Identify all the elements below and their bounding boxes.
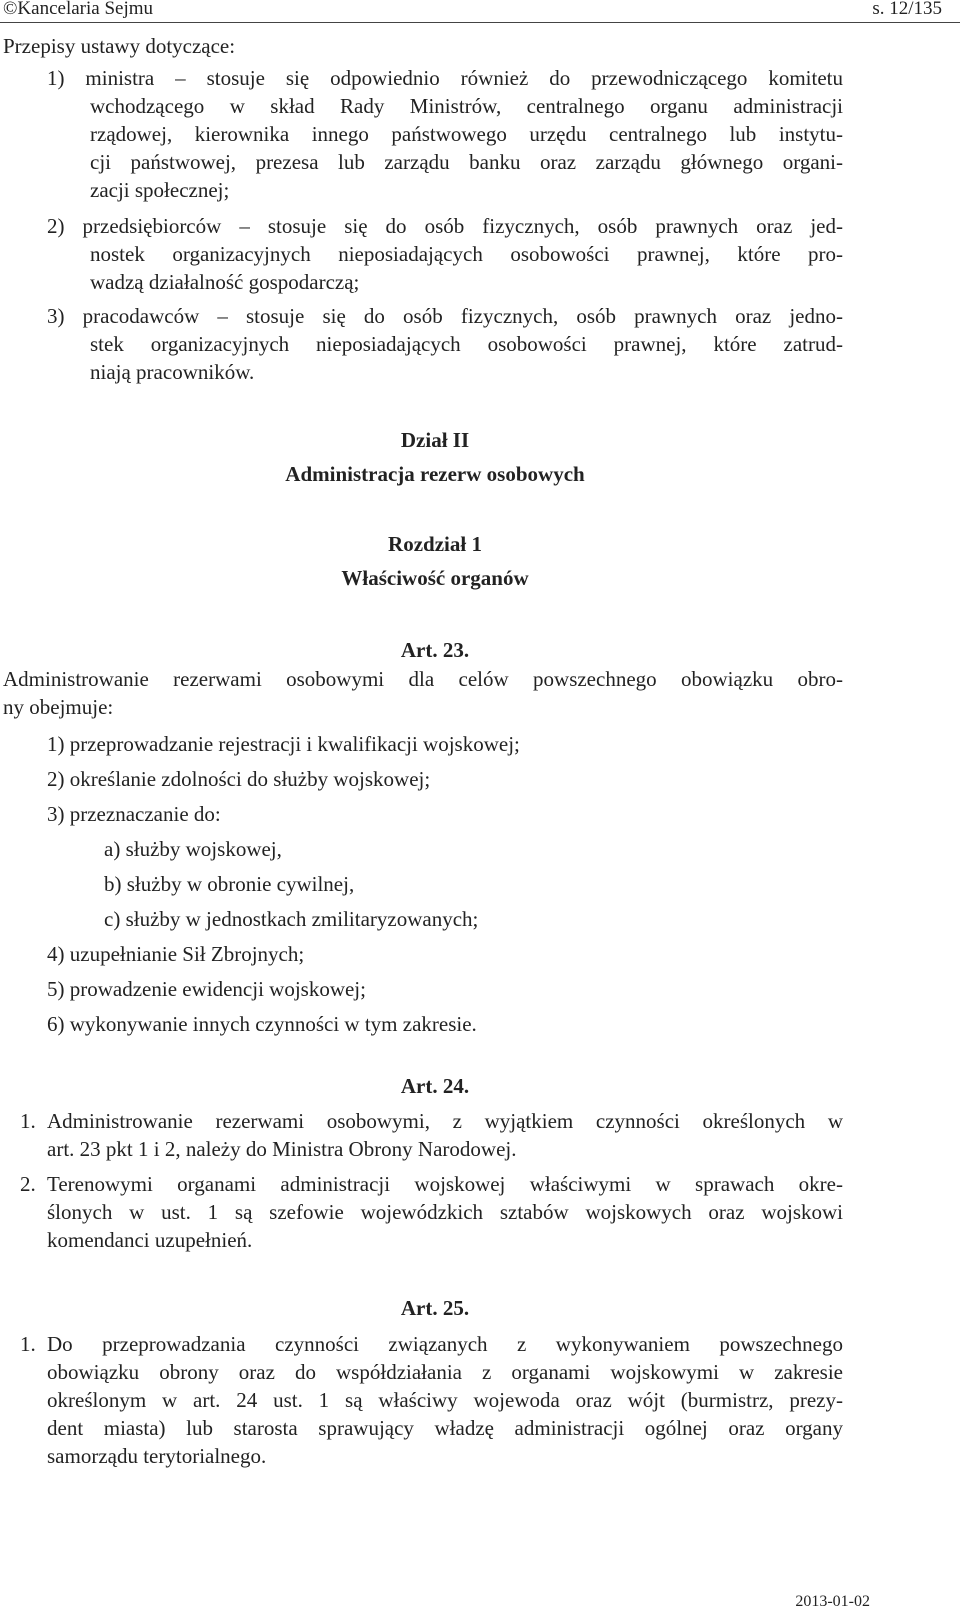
art23-subitem: c) służby w jednostkach zmilitaryzowanych; [104, 907, 479, 931]
art23-item: 3) przeznaczanie do: [47, 802, 221, 826]
chapter-title: Właściwość organów [341, 566, 529, 590]
article-heading: Art. 24. [400, 1074, 470, 1098]
list-line: stek organizacyjnych nieposiadających osobowości prawnej, które zatrud- [90, 332, 843, 356]
list-line: nostek organizacyjnych nieposiadających osobowości prawnej, które pro- [90, 242, 843, 266]
list-line: 2) przedsiębiorców – stosuje się do osób fizycznych, osób prawnych oraz jed- [47, 214, 843, 238]
paragraph-line: Do przeprowadzania czynności związanych z wykonywaniem powszechnego [47, 1332, 843, 1356]
division-title: Administracja rezerw osobowych [285, 462, 585, 486]
header-divider [0, 22, 960, 23]
paragraph-line: komendanci uzupełnień. [47, 1228, 253, 1252]
paragraph-line: samorządu terytorialnego. [47, 1444, 267, 1468]
division-number: Dział II [400, 428, 470, 452]
list-line: zacji społecznej; [90, 178, 230, 202]
article-heading: Art. 23. [400, 638, 470, 662]
art23-subitem: a) służby wojskowej, [104, 837, 282, 861]
list-line: cji państwowej, prezesa lub zarządu banku oraz zarządu głównego organi- [90, 150, 843, 174]
header-page-number: s. 12/135 [872, 0, 942, 19]
art23-item: 5) prowadzenie ewidencji wojskowej; [47, 977, 366, 1001]
paragraph-line: art. 23 pkt 1 i 2, należy do Ministra Obrony Narodowej. [47, 1137, 517, 1161]
art23-text-line: ny obejmuje: [3, 695, 114, 719]
paragraph-number: 1. [20, 1332, 36, 1356]
art23-subitem: b) służby w obronie cywilnej, [104, 872, 355, 896]
art23-item: 4) uzupełnianie Sił Zbrojnych; [47, 942, 305, 966]
paragraph-number: 2. [20, 1172, 36, 1196]
list-line: 1) ministra – stosuje się odpowiednio również do przewodniczącego komitetu [47, 66, 843, 90]
art23-text-line: Administrowanie rezerwami osobowymi dla celów powszechnego obowiązku obro- [3, 667, 843, 691]
paragraph-line: obowiązku obrony oraz do współdziałania z organami wojskowymi w zakresie [47, 1360, 843, 1384]
header-copyright: ©Kancelaria Sejmu [3, 0, 154, 19]
paragraph-line: dent miasta) lub starosta sprawujący władzę administracji ogólnej oraz organy [47, 1416, 843, 1440]
list-line: 3) pracodawców – stosuje się do osób fizycznych, osób prawnych oraz jedno- [47, 304, 843, 328]
art23-item: 2) określanie zdolności do służby wojskowej; [47, 767, 431, 791]
list-line: wchodzącego w skład Rady Ministrów, centralnego organu administracji [90, 94, 843, 118]
article-heading: Art. 25. [400, 1296, 470, 1320]
footer-date: 2013-01-02 [795, 1593, 870, 1610]
list-line: wadzą działalność gospodarczą; [90, 270, 360, 294]
intro-text: Przepisy ustawy dotyczące: [3, 34, 236, 58]
chapter-number: Rozdział 1 [388, 532, 482, 556]
paragraph-number: 1. [20, 1109, 36, 1133]
art23-item: 6) wykonywanie innych czynności w tym zakresie. [47, 1012, 477, 1036]
paragraph-line: Terenowymi organami administracji wojskowej właściwymi w sprawach okre- [47, 1172, 843, 1196]
list-line: niają pracowników. [90, 360, 255, 384]
list-line: rządowej, kierownika innego państwowego urzędu centralnego lub instytu- [90, 122, 843, 146]
art23-item: 1) przeprowadzanie rejestracji i kwalifikacji wojskowej; [47, 732, 520, 756]
paragraph-line: Administrowanie rezerwami osobowymi, z wyjątkiem czynności określonych w [47, 1109, 843, 1133]
paragraph-line: ślonych w ust. 1 są szefowie wojewódzkich sztabów wojskowych oraz wojskowi [47, 1200, 843, 1224]
paragraph-line: określonym w art. 24 ust. 1 są właściwy wojewoda oraz wójt (burmistrz, prezy- [47, 1388, 843, 1412]
